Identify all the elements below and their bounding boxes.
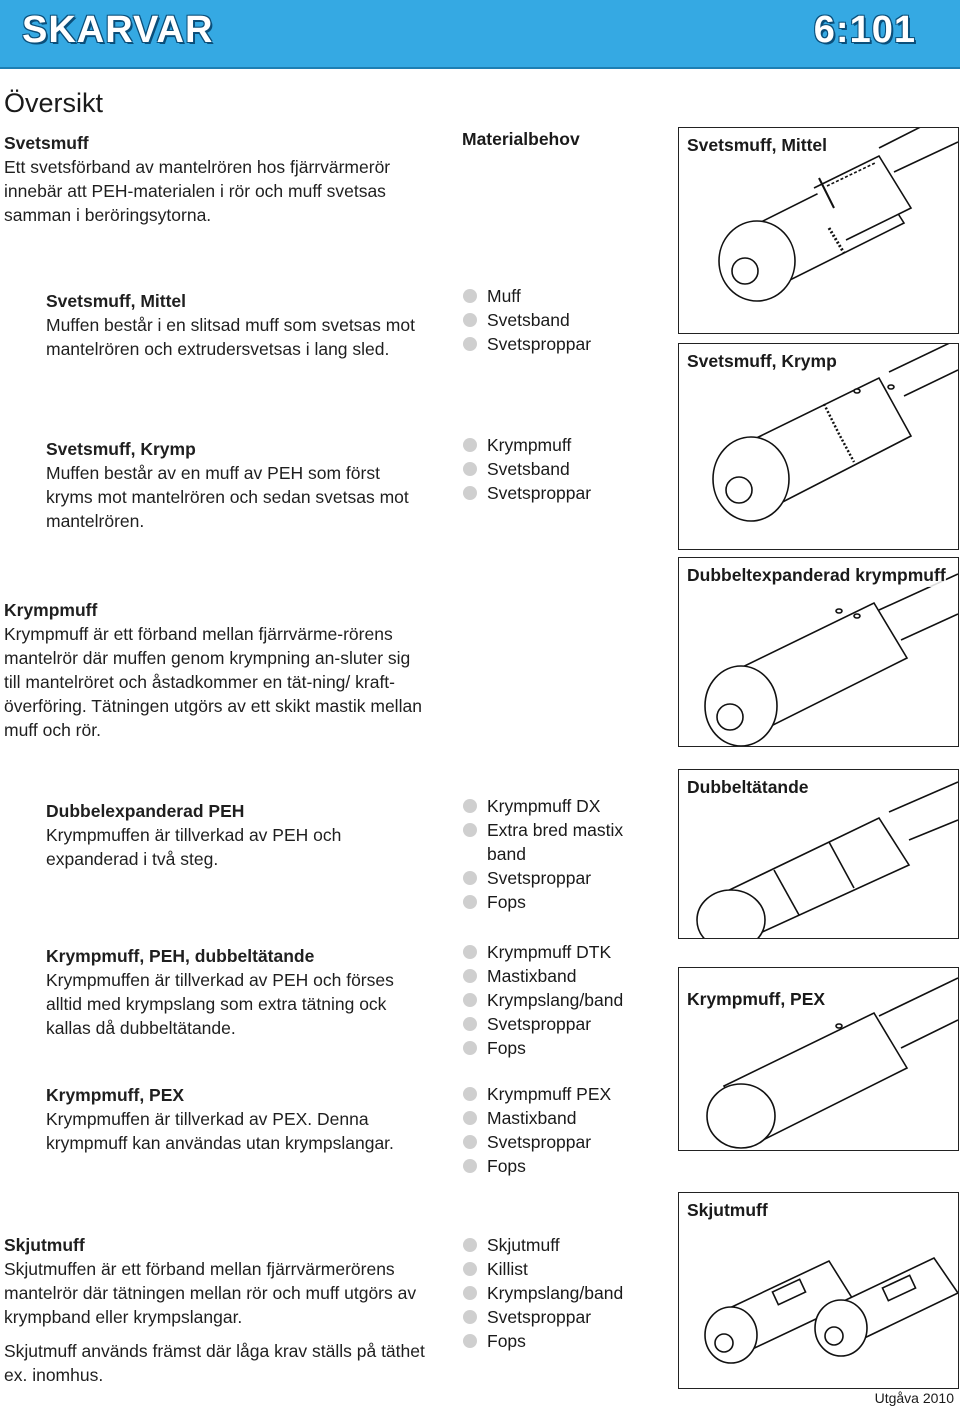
section-text: Ett svetsförband av mantelrören hos fjärrvärmerör innebär att PEH-materialen i rör och muff svetsas samman i beröringsytorna.	[4, 157, 391, 225]
page-number: 6:101	[813, 9, 916, 51]
material-item: Muff	[462, 284, 591, 308]
figure-dubbeltatande	[678, 769, 959, 939]
section-svetsmuff	[4, 131, 424, 227]
figure-svetsmuff-krymp	[678, 343, 959, 550]
material-item: Mastixband	[462, 1106, 611, 1130]
material-item: Krympslang/band	[462, 1281, 623, 1305]
material-list-dx	[462, 794, 652, 914]
pipe-skjutmuff-illustration	[679, 1193, 958, 1388]
section-title: Skjutmuff	[4, 1235, 85, 1255]
material-list-mittel	[462, 284, 591, 356]
section-krympmuff-pex	[46, 1083, 426, 1155]
section-skjutmuff	[4, 1233, 434, 1387]
material-item: Svetsband	[462, 457, 591, 481]
pipe-krymp-illustration	[679, 344, 958, 549]
section-text: Muffen består av en muff av PEH som först kryms mot mantelrören och sedan svetsas mot mantelrören.	[46, 463, 409, 531]
material-item: Svetsproppar	[462, 1130, 611, 1154]
section-title: Krympmuff, PEX	[46, 1085, 185, 1105]
material-item: Krympmuff DTK	[462, 940, 623, 964]
material-item: Extra bred mastix band	[462, 818, 652, 866]
section-title: Dubbelexpanderad PEH	[46, 801, 245, 821]
figure-skjutmuff	[678, 1192, 959, 1389]
figure-caption: Krympmuff, PEX	[687, 989, 826, 1009]
section-krympmuff	[4, 598, 424, 742]
section-svetsmuff-mittel	[46, 289, 416, 361]
section-text: Krympmuff är ett förband mellan fjärrvärme-rörens mantelrör där muffen genom krympning an-sluter sig till mantelröret och åstadkommer en tät-ning/ kraft-överföring. Tätningen utgörs av ett skikt mastik mellan muff och rör.	[4, 624, 422, 740]
material-item: Fops	[462, 1036, 623, 1060]
section-text: Krympmuffen är tillverkad av PEH och expanderad i två steg.	[46, 825, 342, 869]
figure-svetsmuff-mittel	[678, 127, 959, 334]
material-list-pex	[462, 1082, 611, 1178]
page-header	[0, 0, 960, 69]
material-item: Svetsproppar	[462, 866, 652, 890]
material-list-dtk	[462, 940, 623, 1060]
section-text-extra: Skjutmuff används främst där låga krav ställs på täthet ex. inomhus.	[4, 1341, 425, 1385]
material-item: Skjutmuff	[462, 1233, 623, 1257]
section-text: Muffen består i en slitsad muff som svetsas mot mantelrören och extrudersvetsas i lang sled.	[46, 315, 415, 359]
page-title: Översikt	[4, 88, 104, 118]
section-title: Krympmuff, PEH, dubbeltätande	[46, 946, 315, 966]
material-item: Fops	[462, 1329, 623, 1353]
figure-caption: Skjutmuff	[687, 1200, 768, 1220]
chapter-title: SKARVAR	[22, 9, 214, 51]
material-item: Krympmuff DX	[462, 794, 652, 818]
material-item: Svetsproppar	[462, 1012, 623, 1036]
section-text: Krympmuffen är tillverkad av PEH och förses alltid med krympslang som extra tätning ock kallas då dubbeltätande.	[46, 970, 394, 1038]
section-title: Svetsmuff	[4, 133, 89, 153]
material-item: Killist	[462, 1257, 623, 1281]
edition-footer: Utgåva 2010	[874, 1390, 954, 1406]
material-heading: Materialbehov	[462, 129, 580, 149]
figure-caption: Svetsmuff, Krymp	[687, 351, 837, 371]
material-item: Svetsproppar	[462, 332, 591, 356]
figure-caption: Dubbeltätande	[687, 777, 809, 797]
material-item: Svetsproppar	[462, 1305, 623, 1329]
figure-dubbelexpanderad	[678, 557, 959, 747]
figure-krympmuff-pex	[678, 967, 959, 1151]
section-peh-dubbeltatande	[46, 944, 426, 1040]
section-dubbelexpanderad	[46, 799, 416, 871]
material-item: Svetsproppar	[462, 481, 591, 505]
material-item: Krympmuff	[462, 433, 591, 457]
material-item: Svetsband	[462, 308, 591, 332]
section-text: Skjutmuffen är ett förband mellan fjärrvärmerörens mantelrör där tätningen mellan rör och muff utgörs av krympband eller krympslangar.	[4, 1259, 417, 1327]
section-title: Krympmuff	[4, 600, 98, 620]
material-item: Krympslang/band	[462, 988, 623, 1012]
material-list-skjut	[462, 1233, 623, 1353]
pipe-mittel-illustration	[679, 128, 958, 333]
material-item: Fops	[462, 1154, 611, 1178]
material-item: Mastixband	[462, 964, 623, 988]
section-text: Krympmuffen är tillverkad av PEX. Denna krympmuff kan användas utan krympslangar.	[46, 1109, 394, 1153]
section-title: Svetsmuff, Mittel	[46, 291, 187, 311]
section-svetsmuff-krymp	[46, 437, 416, 533]
material-list-krymp	[462, 433, 591, 505]
figure-caption: Dubbeltexpanderad krympmuff	[687, 565, 946, 585]
section-title: Svetsmuff, Krymp	[46, 439, 196, 459]
material-item: Krympmuff PEX	[462, 1082, 611, 1106]
figure-caption: Svetsmuff, Mittel	[687, 135, 828, 155]
material-item: Fops	[462, 890, 652, 914]
